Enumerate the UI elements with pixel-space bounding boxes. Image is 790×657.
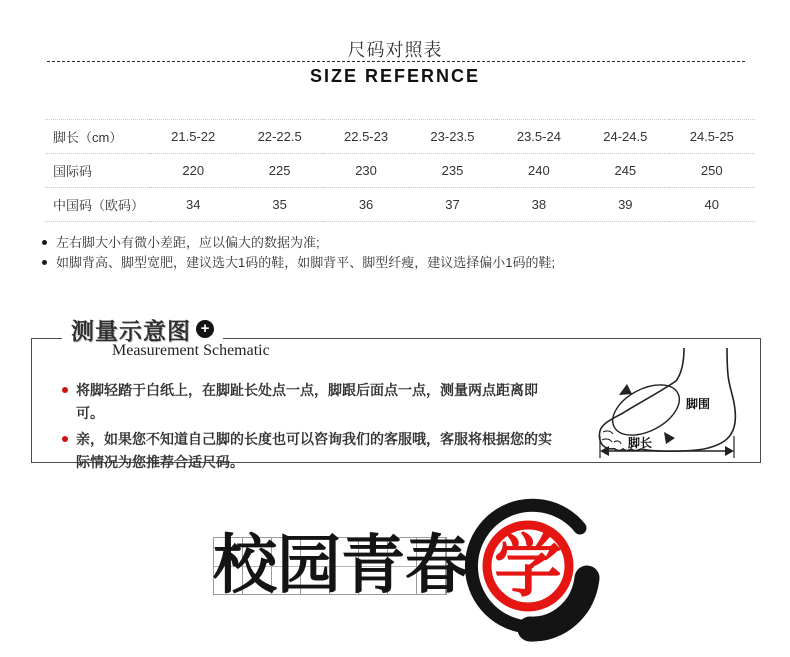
girth-arrow-down-icon <box>664 432 675 444</box>
table-cell: 21.5-22 <box>150 120 236 154</box>
table-cell: 36 <box>323 188 409 222</box>
measurement-tips <box>62 379 560 477</box>
table-cell: 22.5-23 <box>323 120 409 154</box>
table-cell: 22-22.5 <box>236 120 322 154</box>
table-row-intl-size <box>45 154 755 188</box>
bullet-dot-icon <box>42 240 47 245</box>
table-cell: 24.5-25 <box>669 120 755 154</box>
note-item <box>42 233 555 253</box>
foot-diagram <box>594 346 756 460</box>
brand-char: 校 <box>213 530 277 601</box>
table-row-cn-size <box>45 188 755 222</box>
seal-character: 学 <box>493 529 563 605</box>
size-reference-table <box>45 119 755 222</box>
girth-arrow-up-icon <box>619 384 632 395</box>
table-cell: 37 <box>409 188 495 222</box>
calligraphy-grid <box>213 537 447 595</box>
note-item <box>42 253 555 273</box>
table-cell: 34 <box>150 188 236 222</box>
note-text: 如脚背高、脚型宽肥，建议选大1码的鞋，如脚背平、脚型纤瘦，建议选择偏小1码的鞋; <box>56 255 556 270</box>
table-cell: 35 <box>236 188 322 222</box>
header-dashed-divider <box>47 61 745 62</box>
table-cell: 250 <box>669 154 755 188</box>
table-cell: 240 <box>496 154 582 188</box>
brand-char: 春 <box>405 530 469 601</box>
table-cell: 225 <box>236 154 322 188</box>
table-row-foot-length <box>45 120 755 154</box>
tip-item <box>62 428 560 474</box>
table-cell: 38 <box>496 188 582 222</box>
page-title: 尺码对照表 <box>347 40 443 60</box>
table-cell: 245 <box>582 154 668 188</box>
toe-detail <box>602 431 621 444</box>
tip-item <box>62 379 560 425</box>
bullet-dot-icon <box>42 260 47 265</box>
sizing-notes <box>42 233 555 273</box>
tip-text: 将脚轻踏于白纸上，在脚趾长处点一点，脚跟后面点一点，测量两点距离即可。 <box>76 382 538 421</box>
tip-text: 亲，如果您不知道自己脚的长度也可以咨询我们的客服哦，客服将根据您的实际情况为您推荐合适尺码。 <box>76 431 552 470</box>
measurement-legend <box>62 314 223 344</box>
measurement-title: 测量示意图 <box>71 317 191 344</box>
note-text: 左右脚大小有微小差距，应以偏大的数据为准; <box>56 235 320 250</box>
page-subtitle: SIZE REFERNCE <box>309 66 481 86</box>
table-cell: 40 <box>669 188 755 222</box>
table-cell: 24-24.5 <box>582 120 668 154</box>
table-cell: 230 <box>323 154 409 188</box>
table-cell: 23-23.5 <box>409 120 495 154</box>
table-cell: 39 <box>582 188 668 222</box>
brand-seal-logo <box>452 494 618 646</box>
girth-ellipse <box>604 375 687 446</box>
measurement-schematic-box <box>31 317 761 470</box>
table-cell: 23.5-24 <box>496 120 582 154</box>
measurement-subtitle: Measurement Schematic <box>112 342 270 359</box>
grid-midline <box>214 566 446 567</box>
brand-char: 青 <box>341 530 405 601</box>
table-cell: 235 <box>409 154 495 188</box>
brand-char: 园 <box>277 530 341 601</box>
girth-label: 脚围 <box>686 397 711 411</box>
bullet-dot-icon <box>62 436 68 442</box>
row-label: 脚长（cm） <box>45 120 150 154</box>
bullet-dot-icon <box>62 387 68 393</box>
plus-circle-icon: + <box>196 320 214 338</box>
row-label: 中国码（欧码） <box>45 188 150 222</box>
row-label: 国际码 <box>45 154 150 188</box>
table-cell: 220 <box>150 154 236 188</box>
length-label: 脚长 <box>628 436 653 450</box>
length-arrow-right-icon <box>725 446 734 456</box>
